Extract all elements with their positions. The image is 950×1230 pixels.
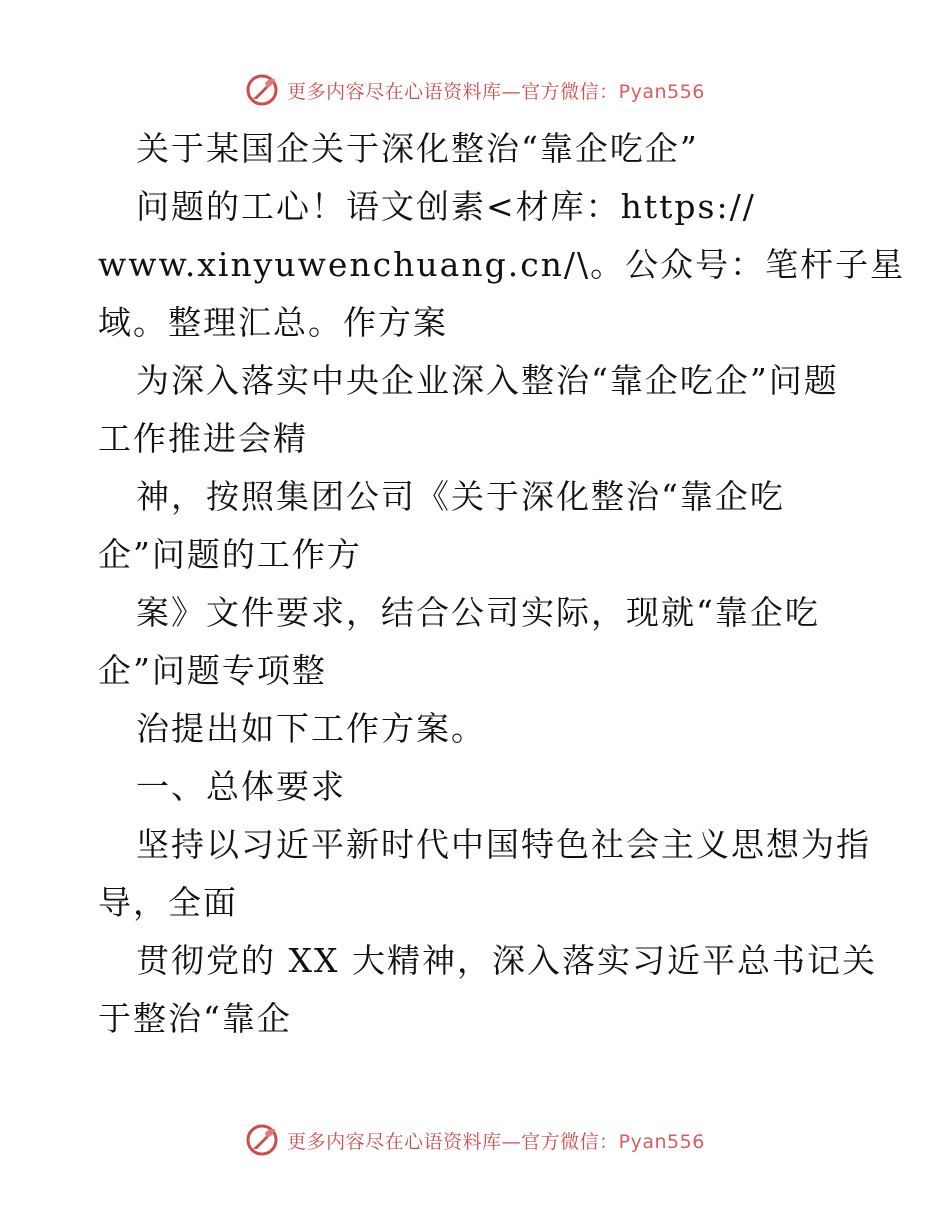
text-line: www.xinyuwenchuang.cn/\。公众号：笔杆子星	[98, 245, 906, 284]
wechat-handle: Pyan556	[618, 80, 705, 103]
text-line: 贯彻党的 XX 大精神，深入落实习近平总书记关	[136, 941, 877, 980]
header-banner	[0, 70, 950, 110]
wechat-handle: Pyan556	[618, 1130, 705, 1153]
text-line: 为深入落实中央企业深入整治“靠企吃企”问题	[136, 361, 839, 400]
text-line: 坚持以习近平新时代中国特色社会主义思想为指	[136, 825, 871, 864]
text-line: 企”问题专项整	[98, 651, 327, 690]
text-line: 于整治“靠企	[98, 999, 292, 1038]
text-line: 神，按照集团公司《关于深化整治“靠企吃	[136, 477, 785, 516]
section-heading: 一、总体要求	[136, 767, 346, 806]
text-line: 企”问题的工作方	[98, 535, 362, 574]
text-line: 工作推进会精	[98, 419, 308, 458]
quill-circle-icon	[245, 73, 279, 107]
text-line: 域。整理汇总。作方案	[98, 303, 448, 342]
text-line: 案》文件要求，结合公司实际，现就“靠企吃	[136, 593, 820, 632]
banner-text: 更多内容尽在心语资料库—官方微信：Pyan556	[287, 80, 705, 103]
text-line: 关于某国企关于深化整治“靠企吃企”	[136, 129, 699, 168]
banner-text: 更多内容尽在心语资料库—官方微信：Pyan556	[287, 1130, 705, 1153]
quill-circle-icon	[245, 1123, 279, 1157]
footer-banner	[0, 1120, 950, 1160]
text-line: 治提出如下工作方案。	[136, 709, 486, 748]
text-line: 导，全面	[98, 883, 238, 922]
text-line: 问题的工心！语文创素<材库：https://	[136, 187, 756, 226]
